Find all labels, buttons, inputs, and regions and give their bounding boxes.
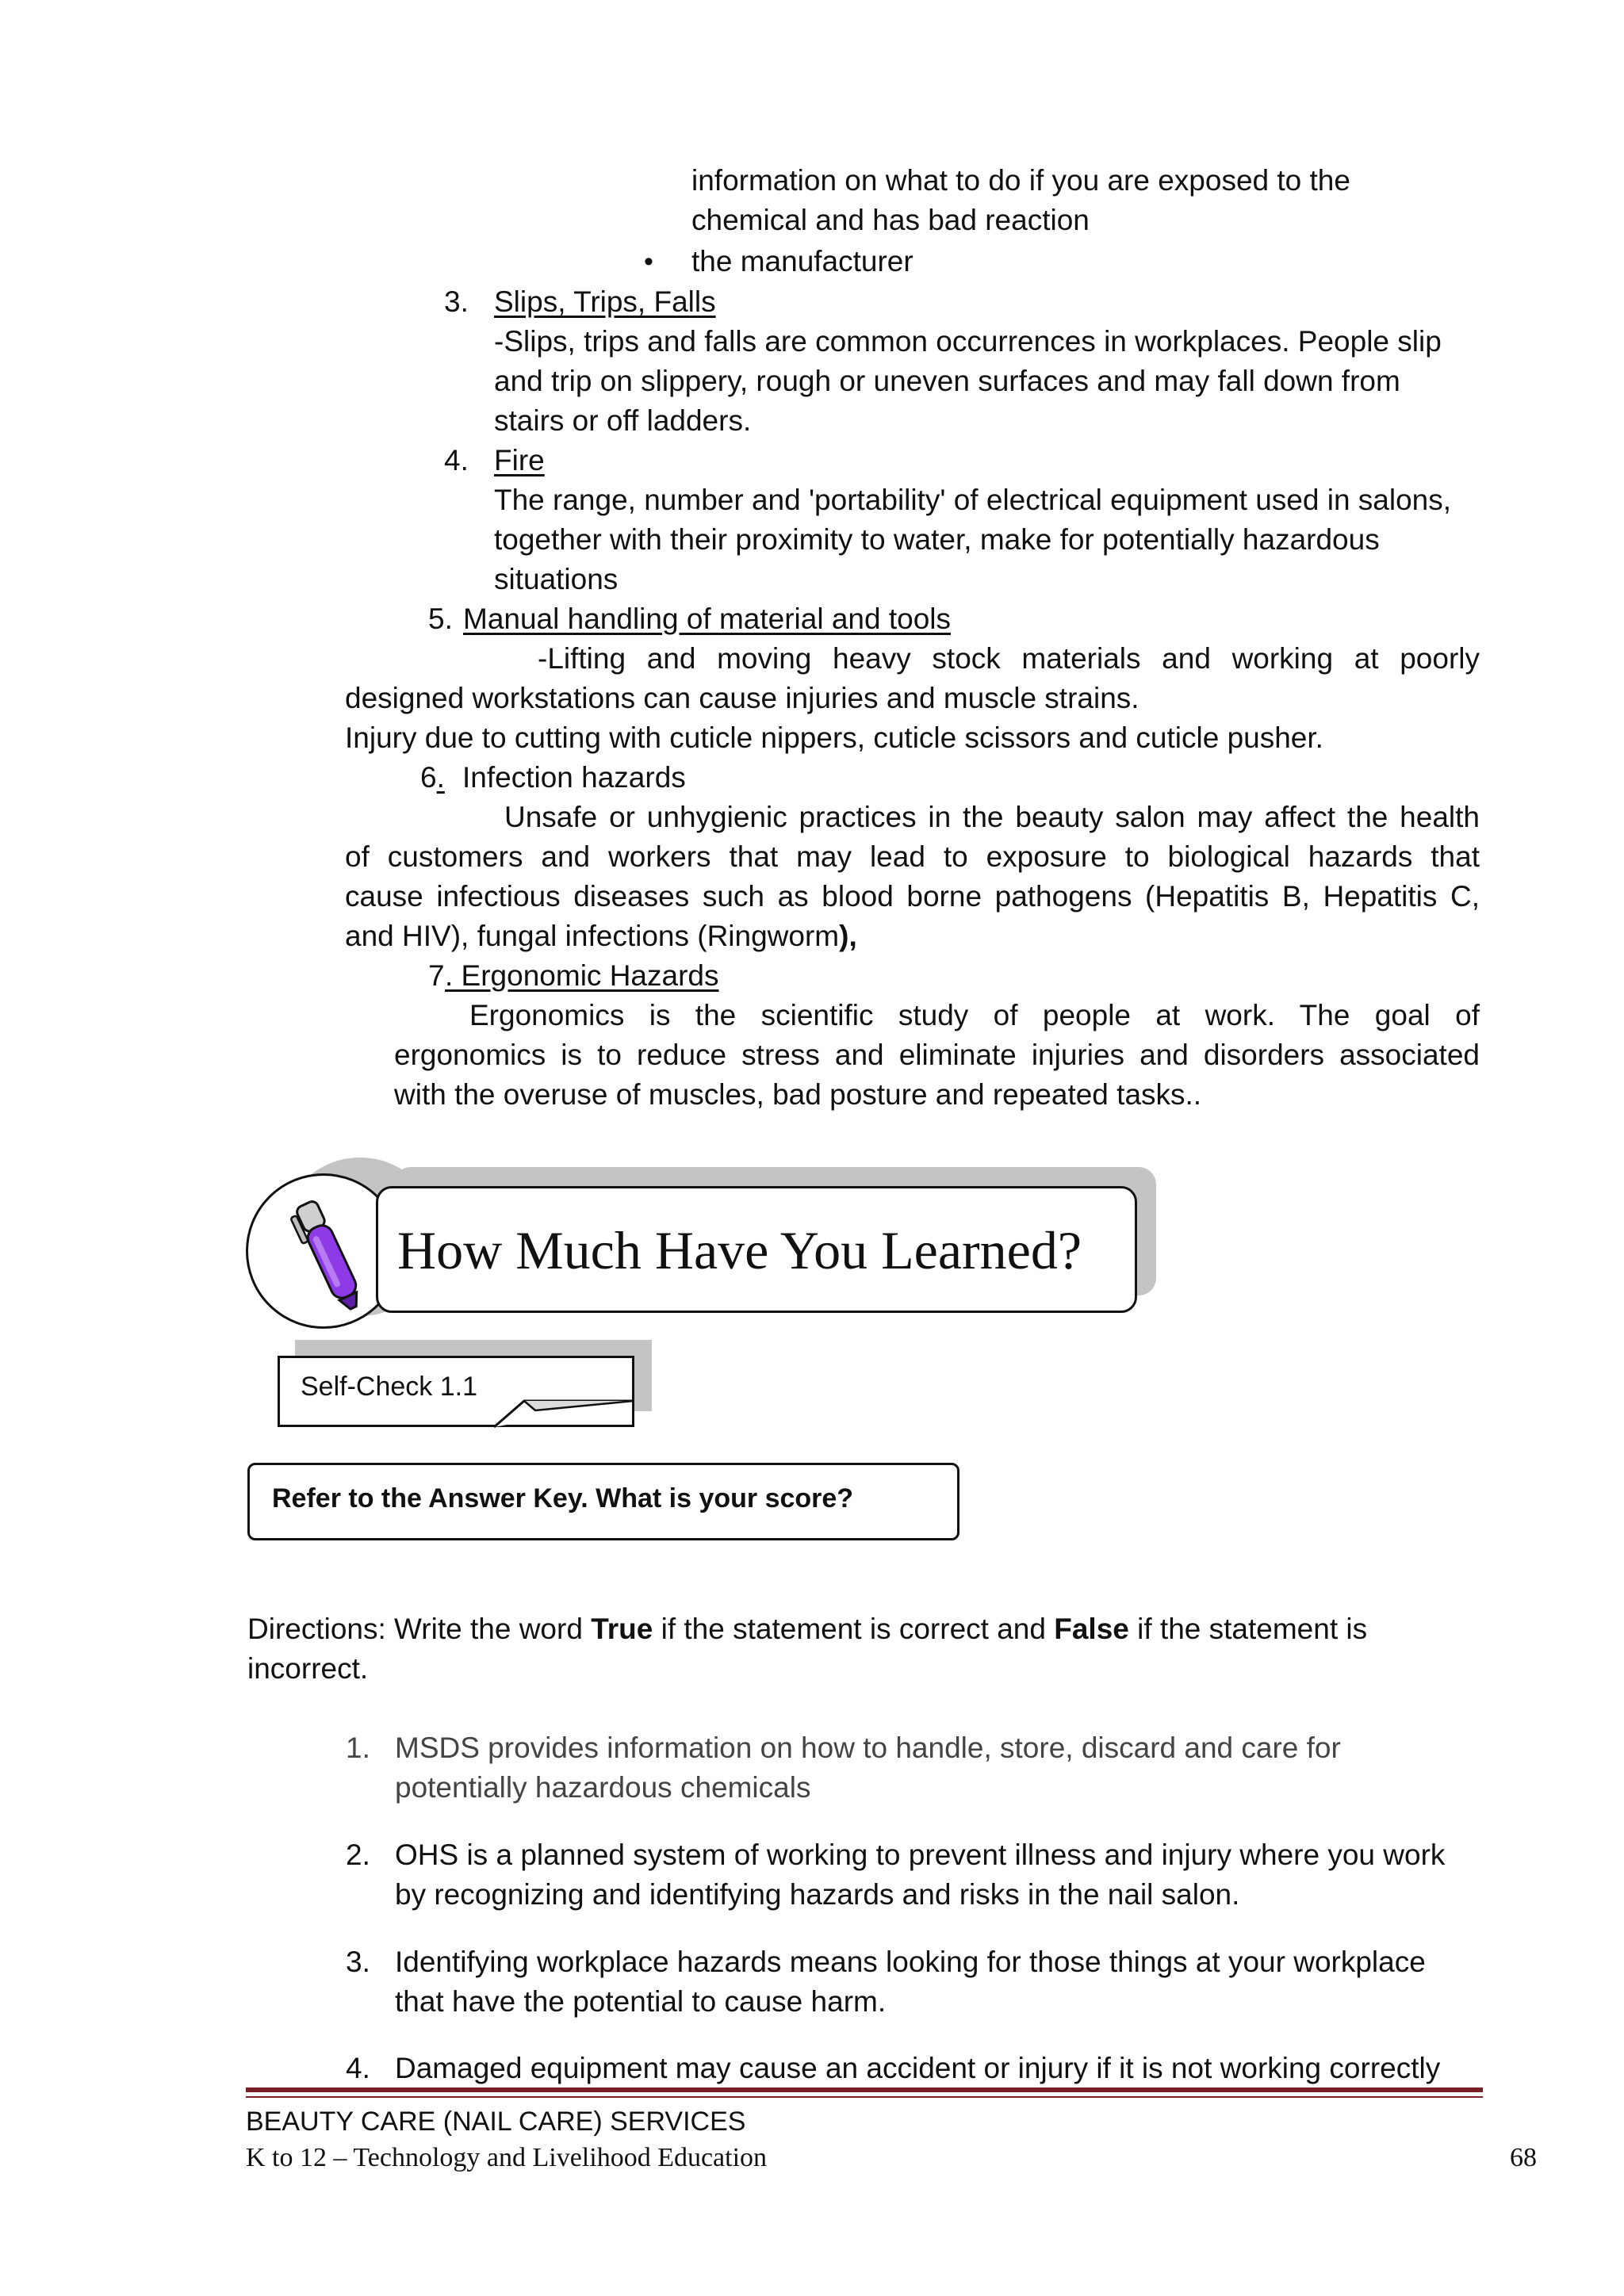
question-2-line-1: OHS is a planned system of working to prevent illness and injury where you work [395,1839,1446,1871]
self-check-box [278,1356,634,1427]
item-6-title: Infection hazards [462,761,686,794]
item-6-line-1: Unsafe or unhygienic practices in the beauty salon may affect the health [504,801,1480,833]
question-1-line-2: potentially hazardous chemicals [395,1771,811,1804]
pen-icon [274,1194,385,1321]
section-title: How Much Have You Learned? [397,1220,1082,1280]
item-3-title: Slips, Trips, Falls [494,285,716,318]
footer-subject: BEAUTY CARE (NAIL CARE) SERVICES [246,2107,746,2137]
msds-info-line-1: information on what to do if you are exposed to the [691,164,1350,197]
question-2-line-2: by recognizing and identifying hazards and risks in the nail salon. [395,1878,1240,1911]
footer-rule-thin [246,2096,1483,2098]
item-5-line-3: Injury due to cutting with cuticle nippers, cuticle scissors and cuticle pusher. [345,721,1323,754]
msds-info-line-2: chemical and has bad reaction [691,204,1090,236]
answer-key-box [247,1463,959,1540]
item-3-number: 3. [444,285,469,318]
self-check-label: Self-Check 1.1 [301,1372,477,1402]
item-4-line-1: The range, number and 'portability' of electrical equipment used in salons, [494,484,1452,516]
question-4-line-1: Damaged equipment may cause an accident or injury if it is not working correctly [395,2052,1441,2084]
item-3-line-2: and trip on slippery, rough or uneven surfaces and may fall down from [494,365,1400,397]
item-6-line-4: and HIV), fungal infections (Ringworm), [345,920,857,952]
item-7-title: . Ergonomic Hazards [445,959,719,992]
item-6-line-2: of customers and workers that may lead to exposure to biological hazards that [345,840,1480,873]
item-5-title: Manual handling of material and tools [463,603,951,635]
question-1-number: 1. [346,1732,370,1764]
item-6-number: 6. [420,761,445,794]
item-4-number: 4. [444,444,469,476]
item-5-number: 5. [428,603,453,635]
question-2-number: 2. [346,1839,370,1871]
page-curl-icon [494,1399,637,1429]
item-6-line-3: cause infectious diseases such as blood borne pathogens (Hepatitis B, Hepatitis C, [345,880,1480,913]
item-7-line-2: ergonomics is to reduce stress and eliminate injuries and disorders associated [394,1039,1480,1071]
question-3-line-1: Identifying workplace hazards means looking for those things at your workplace [395,1946,1426,1978]
directions-line-1: Directions: Write the word True if the statement is correct and False if the statement is [247,1613,1368,1645]
item-7-line-3: with the overuse of muscles, bad posture and repeated tasks.. [394,1078,1202,1111]
item-7-number: 7 [428,959,445,992]
bullet-icon: • [644,247,653,277]
page-number: 68 [1510,2143,1537,2172]
item-5-line-1: -Lifting and moving heavy stock materials and working at poorly [538,642,1480,675]
title-box [376,1186,1137,1313]
item-7-line-1: Ergonomics is the scientific study of people at work. The goal of [469,999,1480,1031]
directions-line-2: incorrect. [247,1652,369,1685]
msds-bullet-manufacturer: the manufacturer [691,245,914,277]
item-3-line-1: -Slips, trips and falls are common occurrences in workplaces. People slip [494,325,1442,358]
footer-rule-thick [246,2087,1483,2092]
item-4-title: Fire [494,444,545,476]
question-1-line-1: MSDS provides information on how to handle, store, discard and care for [395,1732,1341,1764]
item-5-line-2: designed workstations can cause injuries and muscle strains. [345,682,1139,714]
question-3-line-2: that have the potential to cause harm. [395,1985,887,2018]
item-3-line-3: stairs or off ladders. [494,404,752,437]
section-header [246,1158,1158,1332]
question-3-number: 3. [346,1946,370,1978]
footer-program: K to 12 – Technology and Livelihood Education [246,2143,768,2172]
item-4-line-3: situations [494,563,619,595]
answer-key-text: Refer to the Answer Key. What is your score? [272,1483,854,1513]
item-4-line-2: together with their proximity to water, make for potentially hazardous [494,523,1380,556]
question-4-number: 4. [346,2052,370,2084]
